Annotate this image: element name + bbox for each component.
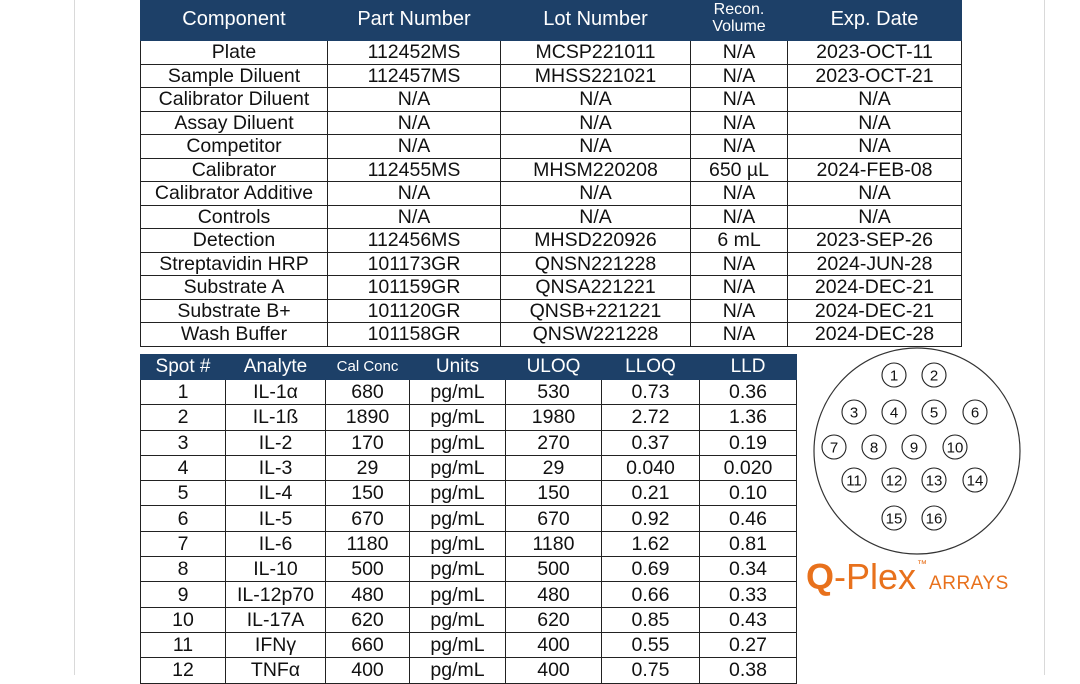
cell-recon-volume: N/A bbox=[691, 299, 788, 323]
cell-lld: 0.33 bbox=[700, 582, 797, 607]
cell-cal-conc: 170 bbox=[326, 430, 410, 455]
cell-exp-date: 2024-FEB-08 bbox=[788, 158, 962, 182]
cell-cal-conc: 680 bbox=[326, 380, 410, 405]
cell-units: pg/mL bbox=[410, 632, 506, 657]
header-uloq: ULOQ bbox=[506, 355, 602, 380]
cell-part-number: N/A bbox=[328, 88, 501, 112]
cell-spot-number: 8 bbox=[141, 557, 226, 582]
cell-spot-number: 3 bbox=[141, 430, 226, 455]
spot-label: 1 bbox=[889, 367, 899, 385]
cell-lot-number: QNSW221228 bbox=[501, 323, 691, 347]
cell-exp-date: N/A bbox=[788, 111, 962, 135]
header-exp-date: Exp. Date bbox=[788, 1, 962, 41]
header-spot-number: Spot # bbox=[141, 355, 226, 380]
analyte-row bbox=[141, 582, 797, 607]
header-analyte: Analyte bbox=[226, 355, 326, 380]
cell-exp-date: N/A bbox=[788, 182, 962, 206]
cell-units: pg/mL bbox=[410, 506, 506, 531]
cell-uloq: 1180 bbox=[506, 531, 602, 556]
page-edge-right bbox=[1044, 0, 1045, 675]
cell-analyte: IL-3 bbox=[226, 455, 326, 480]
cell-lld: 0.19 bbox=[700, 430, 797, 455]
cell-component: Competitor bbox=[141, 135, 328, 159]
header-recon-volume: Recon. Volume bbox=[691, 1, 788, 41]
spot-label: 11 bbox=[846, 472, 862, 490]
cell-uloq: 1980 bbox=[506, 405, 602, 430]
component-row bbox=[141, 64, 962, 88]
header-cal-conc: Cal Conc bbox=[326, 355, 410, 380]
cell-cal-conc: 400 bbox=[326, 658, 410, 683]
cell-analyte: IL-2 bbox=[226, 430, 326, 455]
component-row bbox=[141, 205, 962, 229]
cell-lld: 0.43 bbox=[700, 607, 797, 632]
spot-label: 2 bbox=[929, 367, 939, 385]
analyte-row bbox=[141, 557, 797, 582]
cell-recon-volume: 650 µL bbox=[691, 158, 788, 182]
analytes-body bbox=[141, 380, 797, 684]
cell-exp-date: N/A bbox=[788, 135, 962, 159]
cell-lld: 0.020 bbox=[700, 455, 797, 480]
header-lloq: LLOQ bbox=[602, 355, 700, 380]
cell-units: pg/mL bbox=[410, 658, 506, 683]
analyte-row bbox=[141, 405, 797, 430]
spot-label: 8 bbox=[869, 439, 879, 457]
cell-component: Streptavidin HRP bbox=[141, 252, 328, 276]
cell-cal-conc: 500 bbox=[326, 557, 410, 582]
cell-component: Assay Diluent bbox=[141, 111, 328, 135]
cell-part-number: 112455MS bbox=[328, 158, 501, 182]
cell-part-number: N/A bbox=[328, 111, 501, 135]
cell-spot-number: 11 bbox=[141, 632, 226, 657]
cell-uloq: 400 bbox=[506, 658, 602, 683]
cell-lld: 0.38 bbox=[700, 658, 797, 683]
cell-uloq: 670 bbox=[506, 506, 602, 531]
cell-part-number: N/A bbox=[328, 205, 501, 229]
cell-lld: 0.36 bbox=[700, 380, 797, 405]
cell-exp-date: 2024-JUN-28 bbox=[788, 252, 962, 276]
spot-map-diagram bbox=[812, 346, 1022, 556]
cell-cal-conc: 670 bbox=[326, 506, 410, 531]
cell-recon-volume: N/A bbox=[691, 135, 788, 159]
cell-recon-volume: N/A bbox=[691, 41, 788, 65]
cell-lot-number: N/A bbox=[501, 111, 691, 135]
cell-lloq: 0.55 bbox=[602, 632, 700, 657]
cell-analyte: IL-12p70 bbox=[226, 582, 326, 607]
spot-label: 7 bbox=[829, 439, 839, 457]
cell-component: Substrate B+ bbox=[141, 299, 328, 323]
cell-part-number: 101173GR bbox=[328, 252, 501, 276]
analyte-row bbox=[141, 455, 797, 480]
cell-lloq: 0.37 bbox=[602, 430, 700, 455]
cell-cal-conc: 29 bbox=[326, 455, 410, 480]
cell-lld: 1.36 bbox=[700, 405, 797, 430]
spot-label: 5 bbox=[929, 404, 939, 422]
cell-exp-date: 2023-OCT-11 bbox=[788, 41, 962, 65]
component-row bbox=[141, 135, 962, 159]
component-row bbox=[141, 41, 962, 65]
cell-lloq: 2.72 bbox=[602, 405, 700, 430]
cell-recon-volume: 6 mL bbox=[691, 229, 788, 253]
cell-analyte: IL-6 bbox=[226, 531, 326, 556]
analyte-row bbox=[141, 506, 797, 531]
cell-uloq: 150 bbox=[506, 481, 602, 506]
cell-analyte: IL-10 bbox=[226, 557, 326, 582]
cell-units: pg/mL bbox=[410, 455, 506, 480]
analyte-row bbox=[141, 531, 797, 556]
cell-lloq: 0.69 bbox=[602, 557, 700, 582]
header-units: Units bbox=[410, 355, 506, 380]
cell-lot-number: MHSM220208 bbox=[501, 158, 691, 182]
cell-cal-conc: 620 bbox=[326, 607, 410, 632]
cell-lld: 0.10 bbox=[700, 481, 797, 506]
component-row bbox=[141, 299, 962, 323]
cell-lot-number: QNSN221228 bbox=[501, 252, 691, 276]
cell-lloq: 0.040 bbox=[602, 455, 700, 480]
cell-analyte: IFNγ bbox=[226, 632, 326, 657]
cell-uloq: 400 bbox=[506, 632, 602, 657]
cell-spot-number: 12 bbox=[141, 658, 226, 683]
analyte-row bbox=[141, 430, 797, 455]
cell-lld: 0.27 bbox=[700, 632, 797, 657]
cell-lloq: 1.62 bbox=[602, 531, 700, 556]
cell-part-number: 112457MS bbox=[328, 64, 501, 88]
cell-lot-number: MHSD220926 bbox=[501, 229, 691, 253]
components-header-row bbox=[141, 1, 962, 41]
cell-exp-date: 2024-DEC-28 bbox=[788, 323, 962, 347]
spot-label: 10 bbox=[946, 439, 964, 457]
cell-uloq: 270 bbox=[506, 430, 602, 455]
cell-units: pg/mL bbox=[410, 430, 506, 455]
cell-exp-date: 2023-OCT-21 bbox=[788, 64, 962, 88]
cell-component: Controls bbox=[141, 205, 328, 229]
cell-part-number: 101158GR bbox=[328, 323, 501, 347]
spot-label: 4 bbox=[889, 404, 899, 422]
cell-recon-volume: N/A bbox=[691, 205, 788, 229]
logo-arrays: ARRAYS bbox=[929, 573, 1009, 594]
header-component: Component bbox=[141, 1, 328, 41]
cell-cal-conc: 150 bbox=[326, 481, 410, 506]
spot-label: 14 bbox=[966, 472, 984, 490]
cell-exp-date: 2024-DEC-21 bbox=[788, 299, 962, 323]
logo-q: Q bbox=[806, 556, 835, 597]
cell-uloq: 500 bbox=[506, 557, 602, 582]
cell-part-number: N/A bbox=[328, 135, 501, 159]
cell-spot-number: 5 bbox=[141, 481, 226, 506]
cell-part-number: 112452MS bbox=[328, 41, 501, 65]
cell-cal-conc: 1180 bbox=[326, 531, 410, 556]
cell-spot-number: 1 bbox=[141, 380, 226, 405]
cell-lld: 0.46 bbox=[700, 506, 797, 531]
analyte-row bbox=[141, 658, 797, 683]
header-lld: LLD bbox=[700, 355, 797, 380]
analytes-header-row bbox=[141, 355, 797, 380]
cell-lloq: 0.73 bbox=[602, 380, 700, 405]
components-table bbox=[140, 0, 962, 347]
cell-units: pg/mL bbox=[410, 531, 506, 556]
cell-cal-conc: 480 bbox=[326, 582, 410, 607]
cell-recon-volume: N/A bbox=[691, 323, 788, 347]
cell-spot-number: 9 bbox=[141, 582, 226, 607]
cell-lloq: 0.75 bbox=[602, 658, 700, 683]
cell-component: Substrate A bbox=[141, 276, 328, 300]
q-plex-logo bbox=[806, 556, 1009, 600]
spot-label: 3 bbox=[849, 404, 859, 422]
cell-units: pg/mL bbox=[410, 405, 506, 430]
spot-label: 13 bbox=[925, 472, 943, 490]
cell-units: pg/mL bbox=[410, 607, 506, 632]
cell-component: Sample Diluent bbox=[141, 64, 328, 88]
cell-analyte: IL-4 bbox=[226, 481, 326, 506]
cell-recon-volume: N/A bbox=[691, 276, 788, 300]
component-row bbox=[141, 111, 962, 135]
cell-lot-number: N/A bbox=[501, 88, 691, 112]
analyte-row bbox=[141, 481, 797, 506]
spot-label: 16 bbox=[925, 510, 943, 528]
cell-analyte: IL-5 bbox=[226, 506, 326, 531]
cell-lld: 0.81 bbox=[700, 531, 797, 556]
spot-label: 15 bbox=[885, 510, 903, 528]
cell-spot-number: 10 bbox=[141, 607, 226, 632]
cell-lot-number: MHSS221021 bbox=[501, 64, 691, 88]
cell-lot-number: N/A bbox=[501, 135, 691, 159]
component-row bbox=[141, 182, 962, 206]
cell-spot-number: 7 bbox=[141, 531, 226, 556]
cell-analyte: IL-17A bbox=[226, 607, 326, 632]
cell-component: Calibrator bbox=[141, 158, 328, 182]
cell-exp-date: N/A bbox=[788, 88, 962, 112]
cell-recon-volume: N/A bbox=[691, 88, 788, 112]
cell-spot-number: 2 bbox=[141, 405, 226, 430]
cell-spot-number: 6 bbox=[141, 506, 226, 531]
analyte-row bbox=[141, 607, 797, 632]
cell-uloq: 29 bbox=[506, 455, 602, 480]
cell-cal-conc: 660 bbox=[326, 632, 410, 657]
cell-units: pg/mL bbox=[410, 582, 506, 607]
cell-lloq: 0.21 bbox=[602, 481, 700, 506]
header-part-number: Part Number bbox=[328, 1, 501, 41]
cell-units: pg/mL bbox=[410, 557, 506, 582]
cell-part-number: 112456MS bbox=[328, 229, 501, 253]
cell-analyte: IL-1ß bbox=[226, 405, 326, 430]
cell-lot-number: QNSB+221221 bbox=[501, 299, 691, 323]
cell-component: Plate bbox=[141, 41, 328, 65]
cell-exp-date: 2023-SEP-26 bbox=[788, 229, 962, 253]
cell-part-number: N/A bbox=[328, 182, 501, 206]
logo-trademark: ™ bbox=[917, 559, 928, 570]
component-row bbox=[141, 88, 962, 112]
cell-lot-number: MCSP221011 bbox=[501, 41, 691, 65]
cell-exp-date: 2024-DEC-21 bbox=[788, 276, 962, 300]
cell-component: Calibrator Diluent bbox=[141, 88, 328, 112]
cell-uloq: 620 bbox=[506, 607, 602, 632]
analyte-row bbox=[141, 380, 797, 405]
spot-label: 12 bbox=[885, 472, 903, 490]
page-edge-left bbox=[74, 0, 75, 675]
logo-plex: -Plex bbox=[834, 556, 917, 597]
cell-lloq: 0.66 bbox=[602, 582, 700, 607]
component-row bbox=[141, 158, 962, 182]
spot-label: 6 bbox=[970, 404, 980, 422]
cell-component: Detection bbox=[141, 229, 328, 253]
cell-lloq: 0.92 bbox=[602, 506, 700, 531]
cell-units: pg/mL bbox=[410, 380, 506, 405]
cell-recon-volume: N/A bbox=[691, 252, 788, 276]
cell-component: Calibrator Additive bbox=[141, 182, 328, 206]
spot-group bbox=[822, 363, 987, 530]
analytes-table bbox=[140, 354, 797, 684]
spot-label: 9 bbox=[909, 439, 919, 457]
cell-exp-date: N/A bbox=[788, 205, 962, 229]
cell-recon-volume: N/A bbox=[691, 182, 788, 206]
cell-part-number: 101159GR bbox=[328, 276, 501, 300]
cell-lot-number: N/A bbox=[501, 182, 691, 206]
analyte-row bbox=[141, 632, 797, 657]
component-row bbox=[141, 323, 962, 347]
cell-component: Wash Buffer bbox=[141, 323, 328, 347]
header-lot-number: Lot Number bbox=[501, 1, 691, 41]
cell-units: pg/mL bbox=[410, 481, 506, 506]
cell-analyte: TNFα bbox=[226, 658, 326, 683]
components-body bbox=[141, 41, 962, 347]
cell-recon-volume: N/A bbox=[691, 111, 788, 135]
component-row bbox=[141, 252, 962, 276]
cell-part-number: 101120GR bbox=[328, 299, 501, 323]
component-row bbox=[141, 229, 962, 253]
cell-analyte: IL-1α bbox=[226, 380, 326, 405]
cell-lot-number: QNSA221221 bbox=[501, 276, 691, 300]
component-row bbox=[141, 276, 962, 300]
cell-recon-volume: N/A bbox=[691, 64, 788, 88]
cell-uloq: 530 bbox=[506, 380, 602, 405]
cell-lot-number: N/A bbox=[501, 205, 691, 229]
cell-cal-conc: 1890 bbox=[326, 405, 410, 430]
cell-lloq: 0.85 bbox=[602, 607, 700, 632]
cell-uloq: 480 bbox=[506, 582, 602, 607]
cell-spot-number: 4 bbox=[141, 455, 226, 480]
cell-lld: 0.34 bbox=[700, 557, 797, 582]
